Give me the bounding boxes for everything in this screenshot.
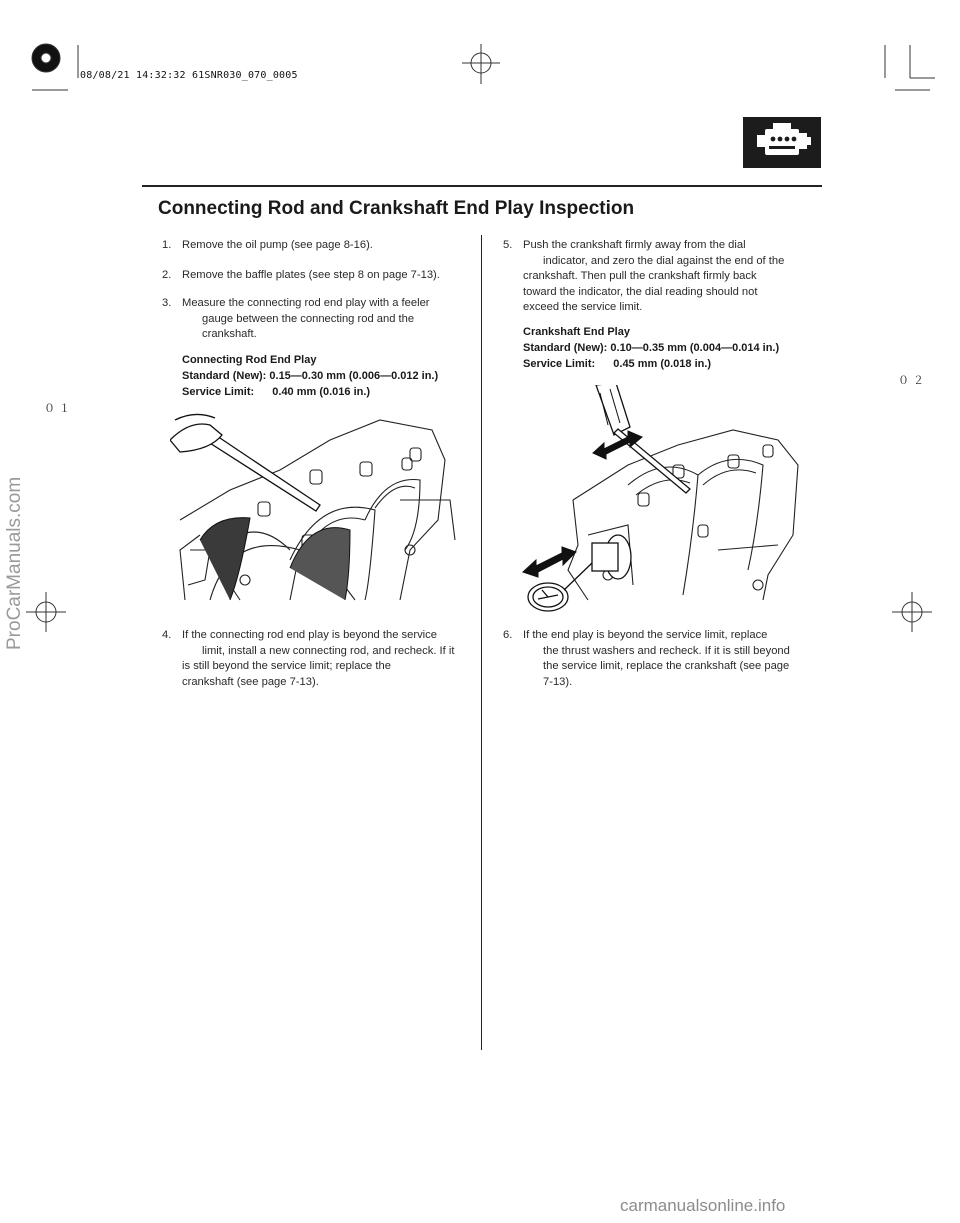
step-text [182,296,430,343]
step-line: crankshaft. Then pull the crankshaft firmly back [523,270,757,283]
step-text: Remove the oil pump (see page 8-16). [182,239,373,251]
engine-icon [743,117,821,168]
spec-limit-value: 0.40 mm (0.016 in.) [272,386,371,398]
step-line: the thrust washers and recheck. If it is still beyond [543,644,790,657]
crankshaft-dial-indicator-illustration [518,385,818,615]
print-stamp: 08/08/21 14:32:32 61SNR030_070_0005 [80,70,298,81]
spec-heading: Crankshaft End Play [523,326,630,338]
spec-limit-value: 0.45 mm (0.018 in.) [613,358,712,370]
step-line: is still beyond the service limit; replace the [182,660,391,673]
step-4 [162,628,474,692]
step-line: limit, install a new connecting rod, and recheck. If it [202,644,455,657]
crankshaft-spec [523,324,779,372]
engine-section-badge [743,117,821,168]
step-5 [503,238,823,318]
step-line: exceed the service limit. [523,301,643,314]
step-line: Push the crankshaft firmly away from the dial [523,239,746,251]
step-number: 5. [503,239,513,251]
column-divider [481,235,482,1050]
spec-limit [523,356,779,372]
page-title: Connecting Rod and Crankshaft End Play Inspection [158,198,635,219]
spec-heading: Connecting Rod End Play [182,354,317,366]
connecting-rod-feeler-gauge-illustration [170,400,460,605]
step-line: toward the indicator, the dial reading should not [523,285,758,298]
spec-limit [182,384,438,400]
step-number: 1. [162,239,172,251]
step-line: the service limit, replace the crankshaft (see page [543,660,790,673]
step-line: indicator, and zero the dial against the end of the [543,254,785,267]
step-line: Measure the connecting rod end play with a feeler [182,297,430,309]
side-watermark-text: ProCarManuals.com [4,476,25,650]
step-number: 2. [162,269,172,281]
step-line: crankshaft (see page 7-13). [182,675,319,688]
margin-mark-left: ０１ [44,402,74,415]
step-text [523,628,790,690]
step-line: crankshaft. [202,328,257,341]
bottom-watermark: carmanualsonline.info [620,1196,786,1215]
step-number: 4. [162,629,172,641]
step-2 [162,268,472,284]
step-line: If the connecting rod end play is beyond the service [182,629,437,641]
step-text: Remove the baffle plates (see step 8 on page 7-13). [182,269,440,281]
step-text [523,238,784,316]
spec-standard: Standard (New): 0.10—0.35 mm (0.004—0.014 in.) [523,342,780,354]
margin-mark-right: ０２ [898,374,928,387]
step-line: gauge between the connecting rod and the [202,312,415,325]
step-line: 7-13). [543,675,573,688]
step-number: 6. [503,629,513,641]
spec-limit-label: Service Limit: [523,358,596,370]
step-line: If the end play is beyond the service limit, replace [523,629,768,641]
header-rule [142,185,822,187]
spec-standard: Standard (New): 0.15—0.30 mm (0.006—0.012 in.) [182,370,439,382]
step-text [182,628,454,690]
spec-limit-label: Service Limit: [182,386,255,398]
step-number: 3. [162,297,172,309]
connecting-rod-spec [182,352,438,400]
step-3 [162,296,472,344]
step-1 [162,238,472,254]
step-6 [503,628,823,692]
